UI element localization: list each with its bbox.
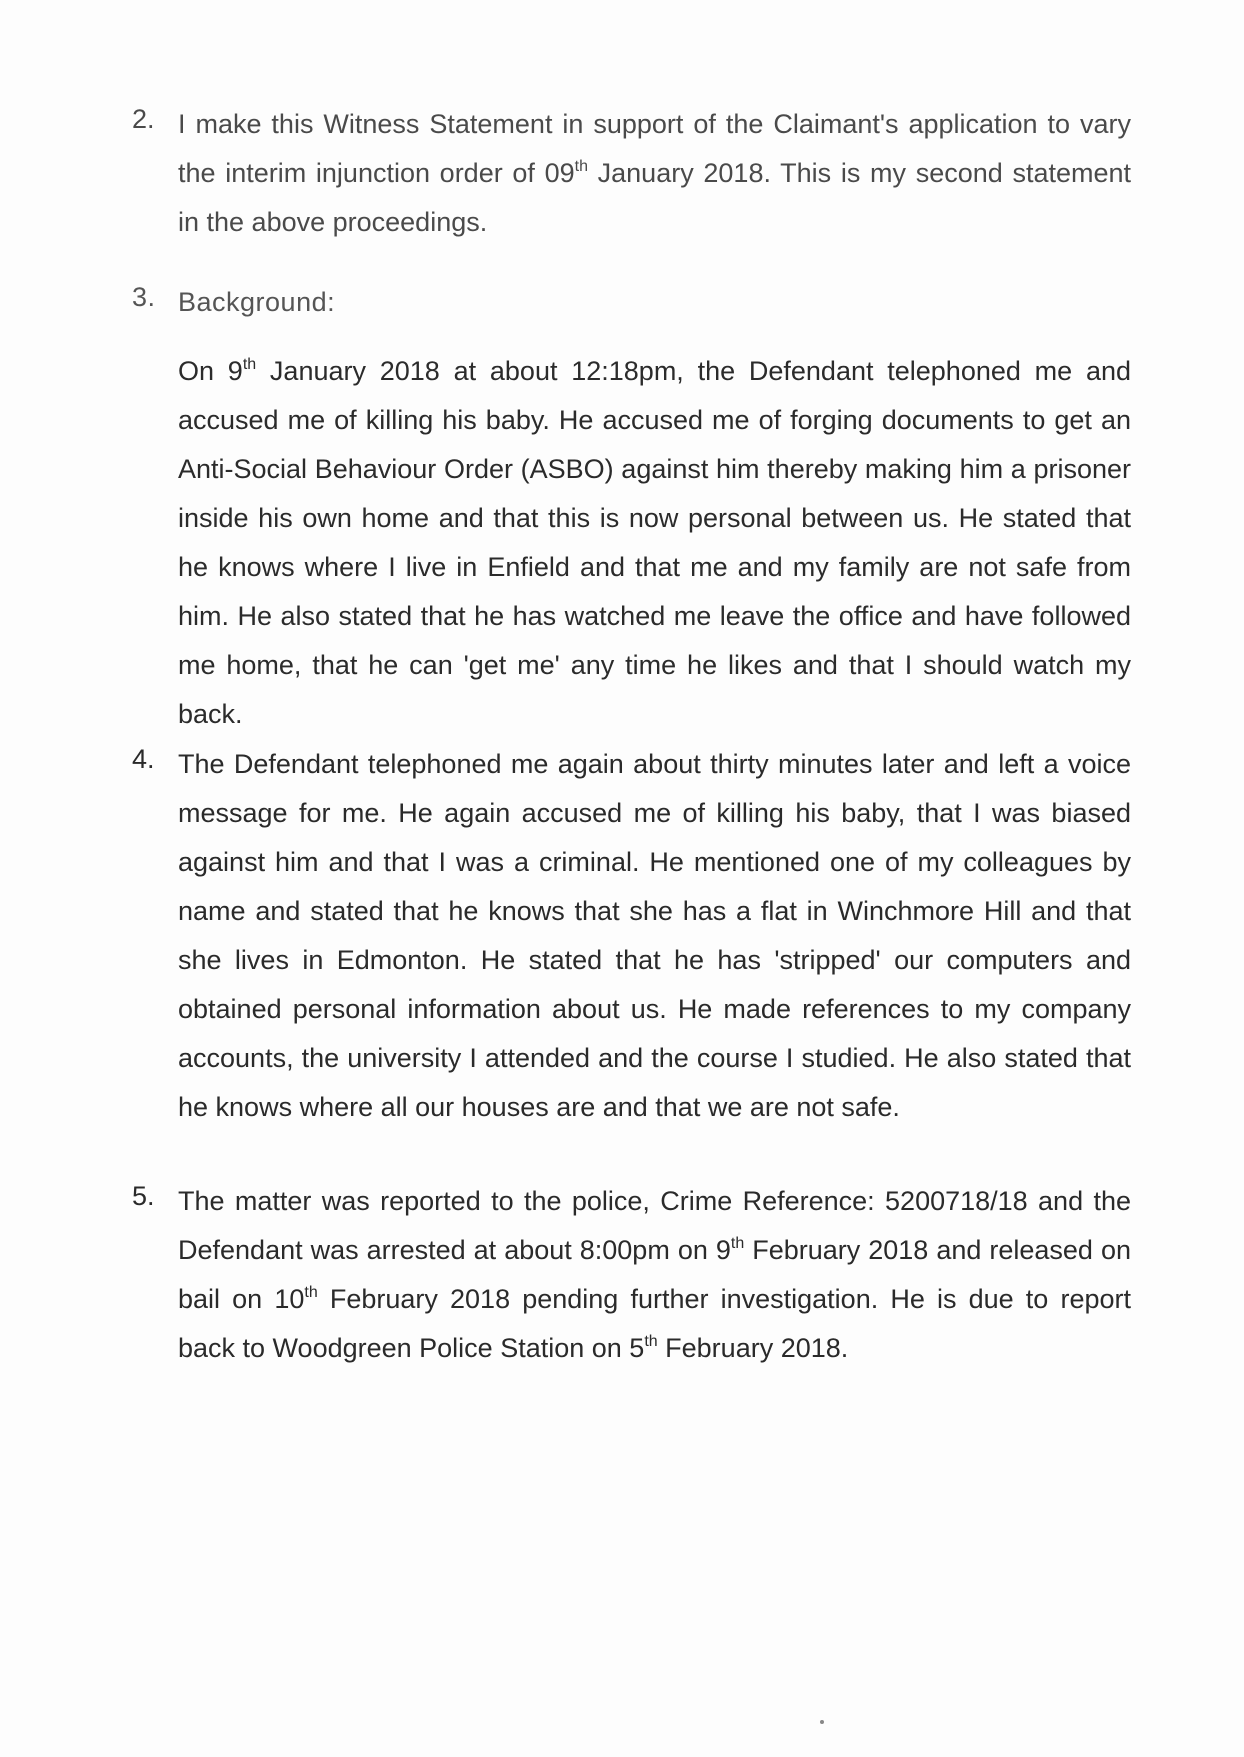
paragraph-3-body: On 9th January 2018 at about 12:18pm, the Defendant telephoned me and accused me of killing his baby. He accused me of forging documents to get an Anti-Social Behaviour Order (ASBO) against him thereby making him a prisoner inside his own home and that this is now personal between us. He stated that he knows where I live in Enfield and that me and my family are not safe from him. He also stated that he has watched me leave the office and have followed me home, that he can 'get me' any time he likes and that I should watch my back. <box>178 356 1131 729</box>
paragraph-2 <box>132 100 1131 247</box>
paragraph-text: I make this Witness Statement in support of the Claimant's application to vary the interim injunction order of 09th January 2018. This is my second statement in the above proceedings. <box>178 109 1132 237</box>
paragraph-number: 4. <box>132 744 155 774</box>
scan-speck <box>820 1720 824 1724</box>
paragraph-text: The Defendant telephoned me again about thirty minutes later and left a voice message for me. He again accused me of killing his baby, that I was biased against him and that I was a criminal. He mentioned one of my colleagues by name and stated that he knows that she has a flat in Winchmore Hill and that she lives in Edmonton. He stated that he has 'stripped' our computers and obtained personal information about us. He made references to my company accounts, the university I attended and the course I studied. He also stated that he knows where all our houses are and that we are not safe. <box>178 749 1131 1122</box>
paragraph-5 <box>132 1177 1131 1373</box>
paragraph-number: 3. <box>132 282 156 312</box>
paragraph-number: 5. <box>132 1181 155 1211</box>
paragraph-number: 2. <box>132 104 155 134</box>
section-heading: Background: <box>178 287 336 317</box>
paragraph-text: The matter was reported to the police, Crime Reference: 5200718/18 and the Defendant was arrested at about 8:00pm on 9th February 2018 and released on bail on 10th February 2018 pending further investigation. He is due to report back to Woodgreen Police Station on 5th February 2018. <box>178 1186 1131 1363</box>
paragraph-3 <box>132 278 1131 327</box>
paragraph-4 <box>132 740 1131 1132</box>
